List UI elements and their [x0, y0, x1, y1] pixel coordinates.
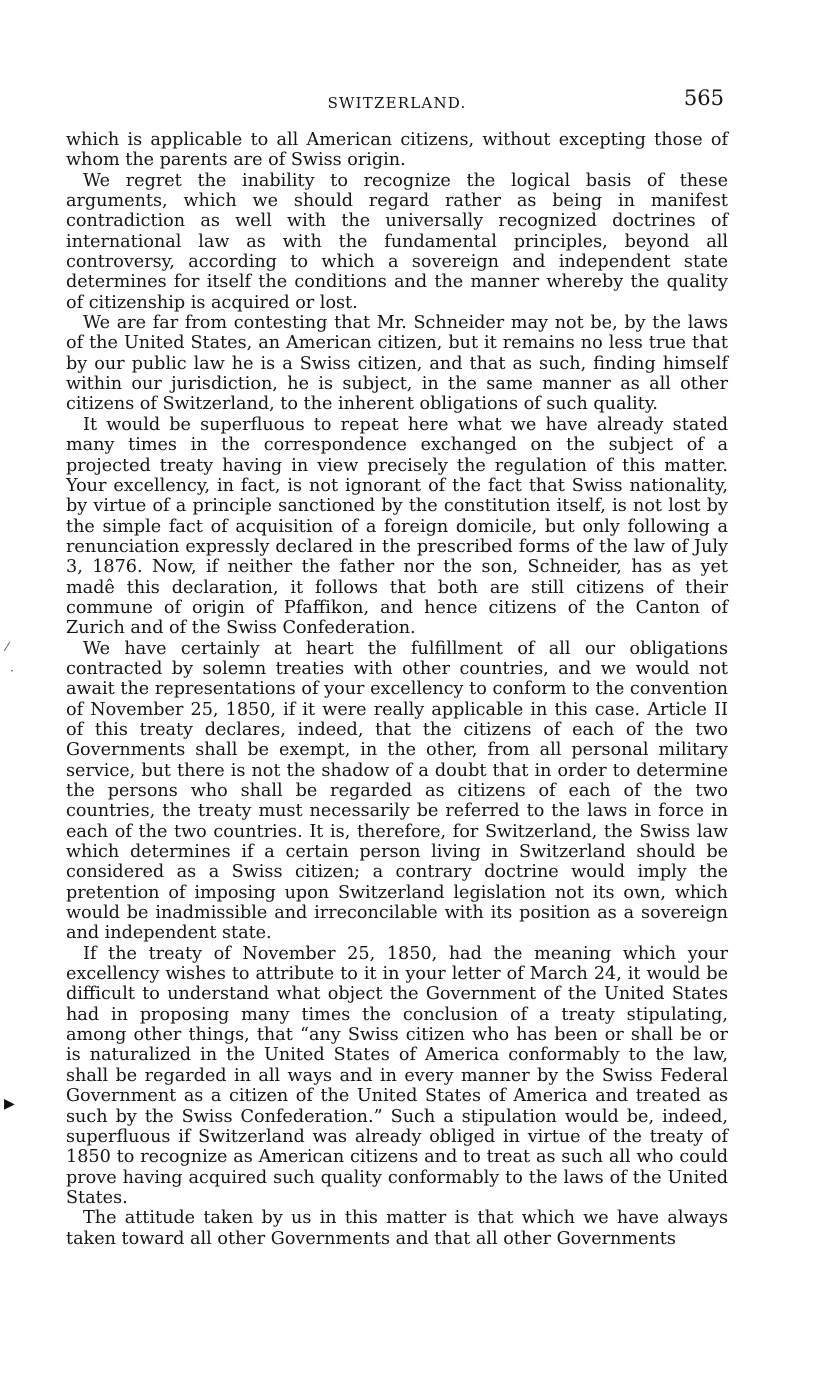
- page-number: 565: [683, 86, 724, 110]
- paragraph-2: We regret the inability to recognize the logical basis of these arguments, which we should regard rather as being in manifest contradiction as well with the universally recognized doctrines of international law as with the fundamental principles, beyond all controversy, according to which a sovereign and independent state determines for itself the conditions and the manner whereby the quality of citizenship is acquired or lost.: [66, 170, 728, 313]
- paragraph-4: It would be superfluous to repeat here what we have already stated many times in the correspondence exchanged on the subject of a projected treaty having in view precisely the regulation of this matter. Your excellency, in fact, is not ignorant of the fact that Swiss nationality, by virtue of a principle sanctioned by the constitution itself, is not lost by the simple fact of acquisition of a foreign domicile, but only following a renunciation expressly declared in the prescribed forms of the law of July 3, 1876. Now, if neither the father nor the son, Schneider, has as yet madê this declaration, it follows that both are still citizens of their commune of origin of Pfaffikon, and hence citizens of the Canton of Zurich and of the Swiss Confederation.: [66, 414, 728, 639]
- margin-arrow-icon: ▶: [4, 1096, 15, 1112]
- running-title: SWITZERLAND.: [327, 94, 467, 112]
- paragraph-6: If the treaty of November 25, 1850, had the meaning which your excellency wishes to attribute to it in your letter of March 24, it would be difficult to understand what object the Government of the United States had in proposing many times the conclusion of a treaty stipulating, among other things, that “any Swiss citizen who has been or shall be or is naturalized in the United States of America conformably to the law, shall be regarded in all ways and in every manner by the Swiss Federal Government as a citizen of the United States of America and treated as such by the Swiss Confederation.” Such a stipulation would be, indeed, superfluous if Switzerland was already obliged in virtue of the treaty of 1850 to recognize as American citizens and to treat as such all who could prove having acquired such quality conformably to the laws of the United States.: [66, 943, 728, 1208]
- paragraph-7: The attitude taken by us in this matter is that which we have always taken toward all other Governments and that all other Governments: [66, 1208, 728, 1249]
- paragraph-3: We are far from contesting that Mr. Schneider may not be, by the laws of the United States, an American citizen, but it remains no less true that by our public law he is a Swiss citizen, and that as such, finding himself within our jurisdiction, he is subject, in the same manner as all other citizens of Switzerland, to the inherent obligations of such quality.: [66, 313, 728, 415]
- paragraph-1: which is applicable to all American citizens, without excepting those of whom the parents are of Swiss origin.: [66, 130, 728, 171]
- paragraph-5: We have certainly at heart the fulfillment of all our obligations contracted by solemn treaties with other countries, and we would not await the representations of your excellency to conform to the convention of November 25, 1850, if it were really applicable in this case. Article II of this treaty declares, indeed, that the citizens of each of the two Governments shall be exempt, in the other, from all personal military service, but there is not the shadow of a doubt that in order to determine the persons who shall be regarded as citizens of each of the two countries, the treaty must necessarily be referred to the laws in force in each of the two countries. It is, therefore, for Switzerland, the Swiss law which determines if a certain person living in Switzerland should be considered as a Swiss citizen; a contrary doctrine would imply the pretention of imposing upon Switzerland legislation not its own, which would be inadmissible and irreconcilable with its position as a sovereign and independent state.: [66, 638, 728, 944]
- margin-mark: ⁄: [6, 640, 9, 654]
- page-header: [66, 86, 728, 118]
- margin-mark: ·: [10, 664, 14, 678]
- body-text: [66, 130, 728, 1249]
